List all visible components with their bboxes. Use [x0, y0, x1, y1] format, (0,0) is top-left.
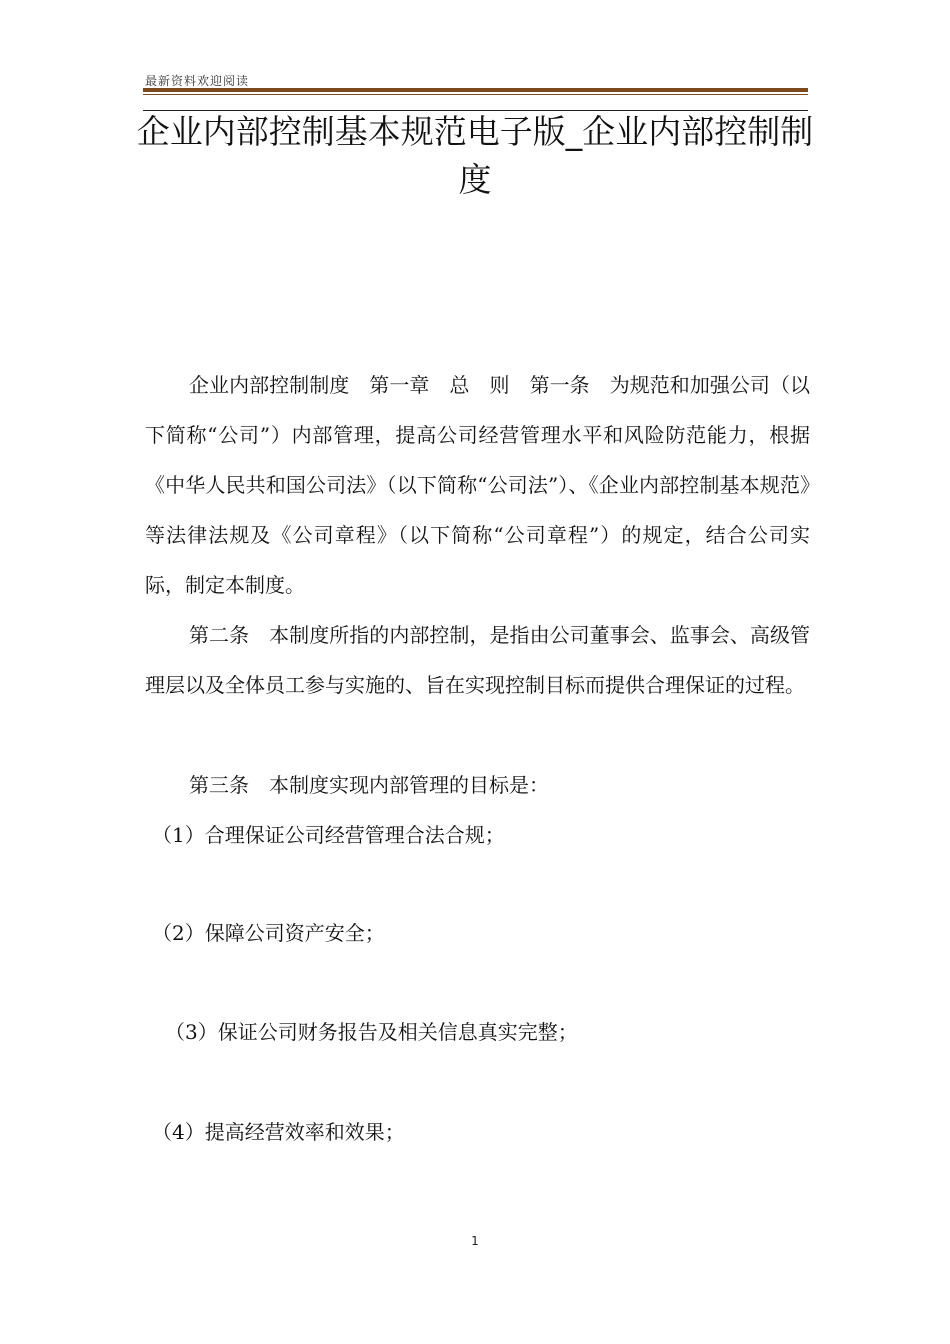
- running-header: 最新资料欢迎阅读: [145, 74, 250, 88]
- page-number: 1: [471, 1234, 479, 1248]
- paragraph-article-2: 第二条 本制度所指的内部控制，是指由公司董事会、监事会、高级管理层以及全体员工参与实施的、旨在实现控制目标而提供合理保证的过程。: [145, 623, 810, 697]
- header-rule-thin: [143, 94, 808, 95]
- list-item: （3）保证公司财务报告及相关信息真实完整；: [165, 1020, 578, 1044]
- list-item: （4）提高经营效率和效果；: [152, 1120, 405, 1144]
- list-item: （1）合理保证公司经营管理合法合规；: [152, 823, 505, 847]
- document-title: 企业内部控制基本规范电子版_企业内部控制制度: [136, 112, 814, 199]
- header-rule: [143, 88, 808, 92]
- list-item: （2）保障公司资产安全；: [152, 921, 385, 945]
- paragraph-article-3: 第三条 本制度实现内部管理的目标是：: [189, 773, 549, 797]
- paragraph-article-1: 企业内部控制制度 第一章 总 则 第一条 为规范和加强公司（以下简称“公司”）内部管理，提高公司经营管理水平和风险防范能力，根据《中华人民共和国公司法》（以下简称“公司法”）、《企业内部控制基本规范》等法律法规及《公司章程》（以下简称“公司章程”）的规定，结合公司实际，制定本制度。: [145, 373, 810, 597]
